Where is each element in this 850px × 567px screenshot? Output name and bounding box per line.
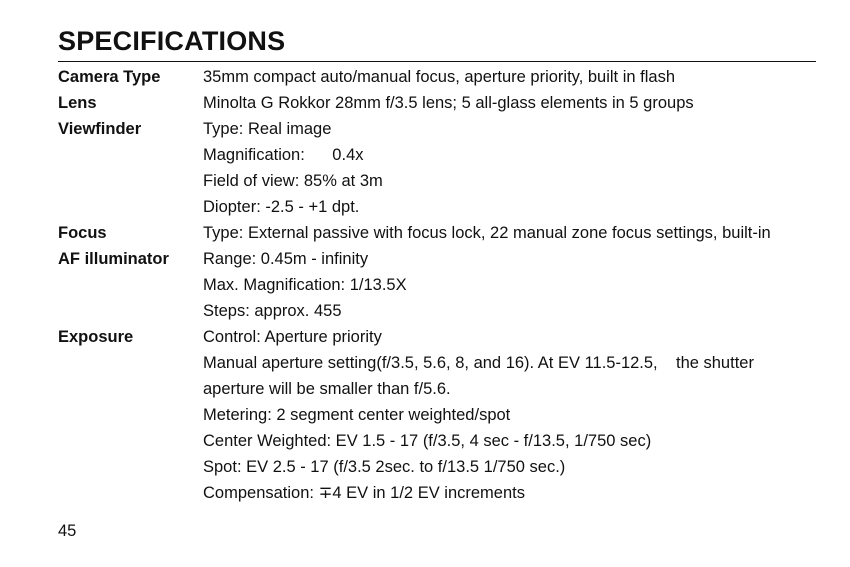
spec-value: Center Weighted: EV 1.5 - 17 (f/3.5, 4 sec - f/13.5, 1/750 sec) bbox=[203, 432, 652, 450]
spec-row-camera-type bbox=[58, 64, 828, 90]
spec-value: Compensation: ∓4 EV in 1/2 EV increments bbox=[203, 484, 525, 502]
spec-row-focus bbox=[58, 220, 828, 324]
spec-value: Diopter: -2.5 - +1 dpt. bbox=[203, 198, 360, 216]
spec-value: Control: Aperture priority bbox=[203, 328, 382, 346]
spec-label: Camera Type bbox=[58, 68, 161, 86]
spec-row-viewfinder bbox=[58, 116, 828, 220]
spec-value: Range: 0.45m - infinity bbox=[203, 250, 369, 268]
spec-row-exposure bbox=[58, 324, 828, 506]
spec-value: Spot: EV 2.5 - 17 (f/3.5 2sec. to f/13.5 1/750 sec.) bbox=[203, 458, 566, 476]
spec-value: Max. Magnification: 1/13.5X bbox=[203, 276, 407, 294]
page-title: SPECIFICATIONS bbox=[58, 26, 286, 56]
spec-value: Steps: approx. 455 bbox=[203, 302, 342, 320]
spec-value: 35mm compact auto/manual focus, aperture priority, built in flash bbox=[203, 68, 675, 86]
spec-value: Manual aperture setting(f/3.5, 5.6, 8, and 16). At EV 11.5-12.5, the shutter bbox=[203, 354, 754, 372]
spec-value: Metering: 2 segment center weighted/spot bbox=[203, 406, 511, 424]
spec-label: Lens bbox=[58, 94, 97, 112]
spec-label-af-illuminator: AF illuminator bbox=[58, 250, 169, 268]
spec-label: Exposure bbox=[58, 328, 134, 346]
spec-value: Type: External passive with focus lock, 22 manual zone focus settings, built-in bbox=[203, 224, 771, 242]
spec-label: Viewfinder bbox=[58, 120, 142, 138]
spec-row-lens bbox=[58, 90, 828, 116]
spec-value: Minolta G Rokkor 28mm f/3.5 lens; 5 all-glass elements in 5 groups bbox=[203, 94, 694, 112]
page-number: 45 bbox=[58, 522, 77, 540]
spec-value: Field of view: 85% at 3m bbox=[203, 172, 383, 190]
title-divider bbox=[58, 61, 816, 62]
spec-label: Focus bbox=[58, 224, 107, 242]
spec-value: Type: Real image bbox=[203, 120, 332, 138]
specifications-list bbox=[58, 64, 828, 506]
spec-value: Magnification: 0.4x bbox=[203, 146, 364, 164]
spec-value: aperture will be smaller than f/5.6. bbox=[203, 380, 451, 398]
